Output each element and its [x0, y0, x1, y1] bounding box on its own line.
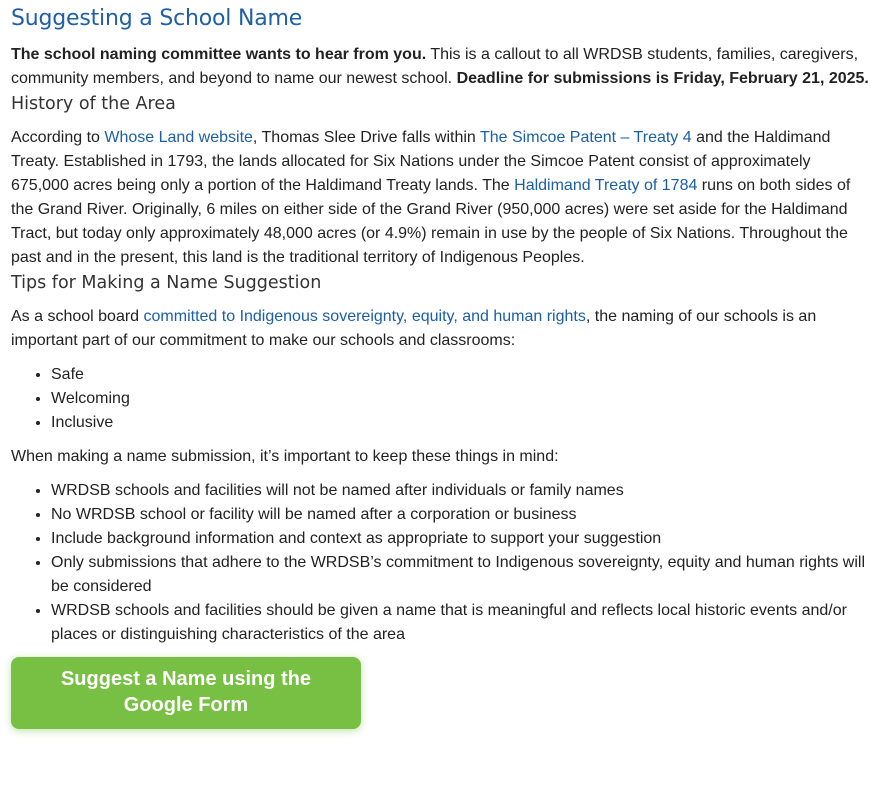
history-text-1: According to — [11, 129, 105, 146]
haldimand-treaty-link[interactable]: Haldimand Treaty of 1784 — [514, 177, 698, 194]
history-text-4: runs on both sides of the Grand River. Originally, 6 miles on either side of the Grand River (950,000 acres) were set aside for the Haldimand Tract, but today only approximately 48,000 acres (or 4.9%) remain in use by the people of Six Nations. Throughout the past and in the present, this land is the traditional territory of Indigenous Peoples. — [11, 177, 851, 266]
tips-text-1: As a school board — [11, 308, 144, 325]
list-item: • Inclusive — [51, 411, 869, 435]
naming-rules-list — [11, 479, 869, 647]
history-text-2: , Thomas Slee Drive falls within — [252, 129, 480, 146]
deadline-text: Deadline for submissions is Friday, February 21, 2025. — [456, 70, 869, 87]
history-paragraph — [11, 126, 869, 270]
commitment-link[interactable]: committed to Indigenous sovereignty, equity, and human rights — [143, 308, 586, 325]
list-item: • No WRDSB school or facility will be named after a corporation or business — [51, 503, 869, 527]
whose-land-link[interactable]: Whose Land website — [104, 129, 253, 146]
list-item: • Only submissions that adhere to the WRDSB’s commitment to Indigenous sovereignty, equity and human rights will be considered — [51, 551, 869, 599]
page-title: Suggesting a School Name — [11, 6, 303, 31]
history-text-3: and the Haldimand Treaty. Established in 1793, the lands allocated for Six Nations under the Simcoe Patent consist of approximately 675,000 acres being only a portion of the Haldimand Treaty lands. The — [11, 129, 831, 194]
list-item: • WRDSB schools and facilities will not be named after individuals or family names — [51, 479, 869, 503]
simcoe-patent-link[interactable]: The Simcoe Patent – Treaty 4 — [479, 129, 692, 146]
intro-paragraph — [11, 43, 869, 91]
tips-paragraph — [11, 305, 869, 353]
list-item: • Include background information and context as appropriate to support your suggestion — [51, 527, 869, 551]
values-list — [11, 363, 869, 435]
intro-text: This is a callout to all WRDSB students, families, caregivers, community members, and beyond to name our newest school. — [11, 46, 859, 87]
tips-heading: Tips for Making a Name Suggestion — [11, 273, 322, 293]
list-item: • Safe — [51, 363, 869, 387]
list-item: • WRDSB schools and facilities should be given a name that is meaningful and reflects local historic events and/or places or distinguishing characteristics of the area — [51, 599, 869, 647]
tips-text-2: , the naming of our schools is an important part of our commitment to make our schools and classrooms: — [11, 308, 817, 349]
list-item: • Welcoming — [51, 387, 869, 411]
suggest-name-button[interactable]: Suggest a Name using the Google Form — [11, 657, 361, 729]
considerations-intro: When making a name submission, it’s important to keep these things in mind: — [11, 448, 559, 465]
intro-bold-lead: The school naming committee wants to hear from you. — [11, 46, 427, 63]
history-heading: History of the Area — [11, 94, 176, 114]
